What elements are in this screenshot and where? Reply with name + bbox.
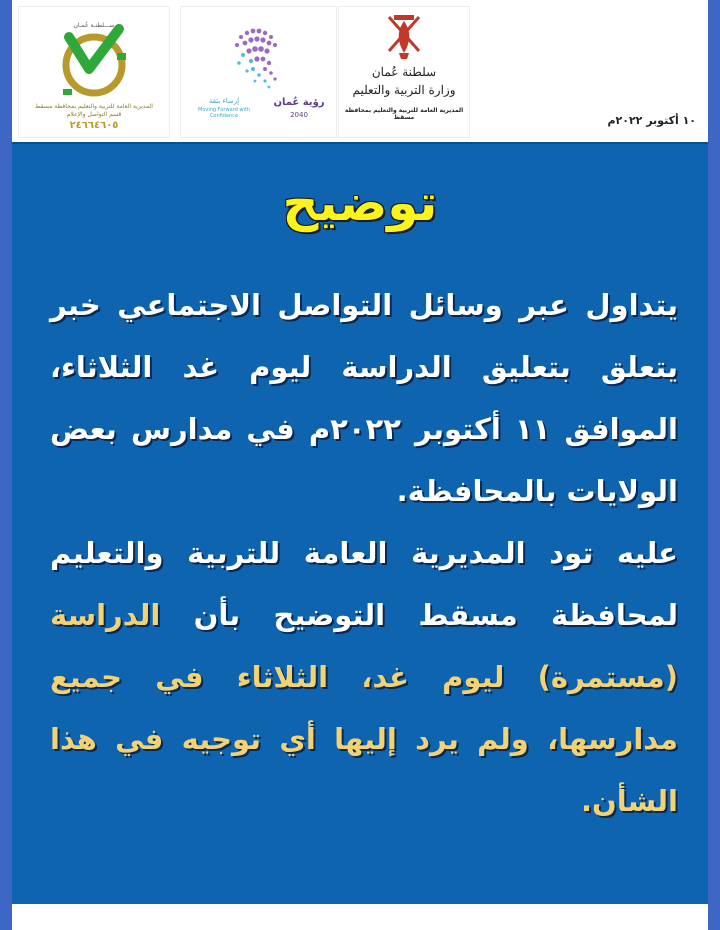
notice-date: ١٠ أكتوبر ٢٠٢٢م — [607, 114, 696, 127]
notice-paragraph-2-highlight: الدراسة (مستمرة) ليوم غد، الثلاثاء في جميع مدارسها، ولم يرد إليها أي توجيه في هذا الشأن. — [50, 598, 678, 818]
vision-line4: Moving Forward with Confidence — [198, 107, 250, 119]
notice-body — [50, 274, 678, 832]
notice-paragraph-2 — [50, 522, 678, 832]
ministry-logo — [338, 6, 470, 138]
ministry-line1: سلطنة عُمان — [371, 65, 437, 79]
vision-line2: 2040 — [290, 111, 308, 119]
notice-paragraph-1: يتداول عبر وسائل التواصل الاجتماعي خبر يتعلق بتعليق الدراسة ليوم غد الثلاثاء، الموافق ١١ أكتوبر ٢٠٢٢م في مدارس بعض الولايات بالمحافظة. — [50, 288, 678, 508]
logo-left-phone: ٢٤٦٦٤٦٠٥ — [69, 120, 119, 131]
ministry-line2: وزارة التربية والتعليم — [352, 83, 456, 97]
vision-line3: إرساء بثقة — [208, 97, 240, 105]
communications-logo — [18, 6, 170, 138]
svg-text:ســـلطنـة عُمـان: ســـلطنـة عُمـان — [73, 22, 115, 29]
notice-paragraph-2-start: عليه تود المديرية العامة للتربية والتعليم لمحافظة مسقط التوضيح بأن — [50, 536, 678, 632]
vision-2040-logo — [180, 6, 337, 138]
header — [12, 0, 708, 140]
bottom-margin — [12, 904, 708, 930]
notice-title: توضيح — [282, 174, 438, 232]
oman-emblem-icon — [339, 7, 469, 67]
notice-panel — [12, 142, 708, 906]
notice-sheet — [12, 0, 708, 928]
vision-line1: رؤية عُمان — [273, 97, 325, 108]
logo-left-sub: قسم التواصل والإعلام — [66, 111, 122, 118]
logo-left-caption: المديرية العامة للتربية والتعليم بمحافظة مسقط — [35, 103, 153, 110]
ministry-line3: المديرية العامة للتربية والتعليم بمحافظة مسقط — [344, 107, 464, 121]
